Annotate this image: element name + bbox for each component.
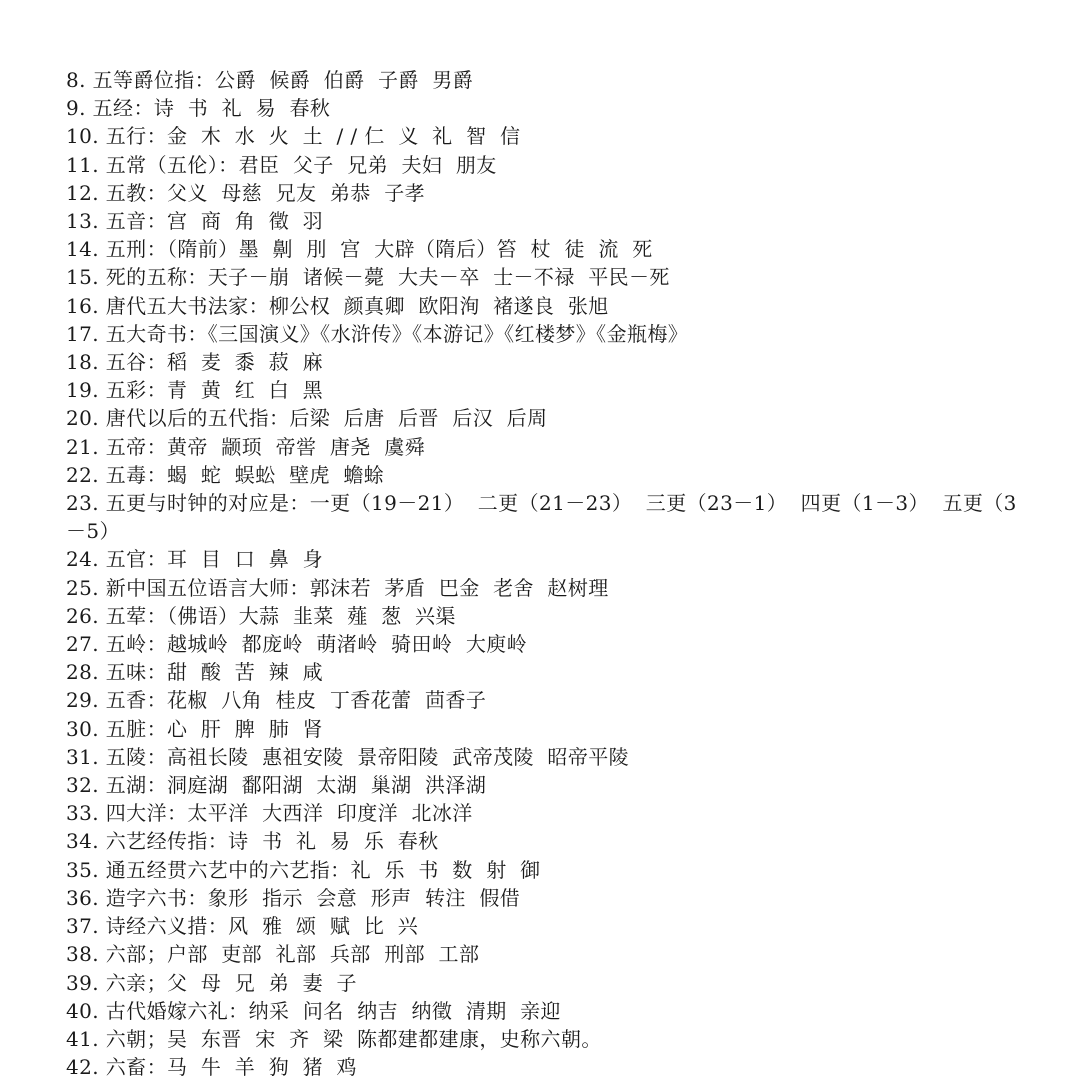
- list-item: 17. 五大奇书：《三国演义》《水浒传》《本游记》《红楼梦》《金瓶梅》: [66, 321, 689, 346]
- list-item: 27. 五岭：越城岭 都庞岭 萌渚岭 骑田岭 大庾岭: [66, 632, 528, 657]
- list-item: 15. 死的五称：天子－崩 诸候－薨 大夫－卒 士－不禄 平民－死: [66, 265, 670, 290]
- list-item: 13. 五音：宫 商 角 徵 羽: [66, 209, 324, 234]
- list-item: 23. 五更与时钟的对应是：一更（19－21） 二更（21－23） 三更（23－1） 四更（1－3） 五更（3－5）: [66, 491, 1017, 544]
- list-item: 26. 五荤：（佛语）大蒜 韭菜 薤 葱 兴渠: [66, 603, 456, 628]
- list-item: 33. 四大洋：太平洋 大西洋 印度洋 北冰洋: [66, 801, 473, 826]
- list-item: 35. 通五经贯六艺中的六艺指：礼 乐 书 数 射 御: [66, 857, 541, 882]
- list-item: 14. 五刑：（隋前）墨 劓 刖 宫 大辟（隋后）笞 杖 徒 流 死: [66, 237, 653, 262]
- numbered-list: [66, 66, 1026, 1079]
- list-item: 32. 五湖：洞庭湖 鄱阳湖 太湖 巢湖 洪泽湖: [66, 773, 487, 798]
- list-item: 21. 五帝：黄帝 颛顼 帝喾 唐尧 虞舜: [66, 434, 426, 459]
- list-item: 28. 五味：甜 酸 苦 辣 咸: [66, 660, 324, 685]
- list-item: 42. 六畜：马 牛 羊 狗 猪 鸡: [66, 1055, 357, 1079]
- list-item: 30. 五脏：心 肝 脾 肺 肾: [66, 716, 324, 741]
- list-item: 16. 唐代五大书法家：柳公权 颜真卿 欧阳洵 褚遂良 张旭: [66, 293, 609, 318]
- list-item: 18. 五谷：稻 麦 黍 菽 麻: [66, 350, 324, 375]
- list-item: 38. 六部；户部 吏部 礼部 兵部 刑部 工部: [66, 942, 480, 967]
- list-item: 20. 唐代以后的五代指：后梁 后唐 后晋 后汉 后周: [66, 406, 548, 431]
- list-item: 24. 五官：耳 目 口 鼻 身: [66, 547, 324, 572]
- list-item: 12. 五教：父义 母慈 兄友 弟恭 子孝: [66, 180, 426, 205]
- list-item: 8. 五等爵位指：公爵 候爵 伯爵 子爵 男爵: [66, 68, 474, 92]
- list-item: 41. 六朝；吴 东晋 宋 齐 梁 陈都建都建康，史称六朝。: [66, 1026, 602, 1051]
- list-item: 22. 五毒：蝎 蛇 蜈蚣 壁虎 蟾蜍: [66, 462, 385, 487]
- list-item: 36. 造字六书：象形 指示 会意 形声 转注 假借: [66, 885, 521, 910]
- list-item: 40. 古代婚嫁六礼：纳采 问名 纳吉 纳徵 清期 亲迎: [66, 998, 561, 1023]
- list-item: 34. 六艺经传指：诗 书 礼 易 乐 春秋: [66, 829, 439, 854]
- list-item: 9. 五经：诗 书 礼 易 春秋: [66, 96, 331, 121]
- list-item: 37. 诗经六义措：风 雅 颂 赋 比 兴: [66, 914, 419, 939]
- list-item: 10. 五行：金 木 水 火 土 / / 仁 义 礼 智 信: [66, 124, 521, 149]
- list-item: 29. 五香：花椒 八角 桂皮 丁香花蕾 茴香子: [66, 688, 487, 713]
- list-item: 25. 新中国五位语言大师：郭沫若 茅盾 巴金 老舍 赵树理: [66, 575, 609, 600]
- list-item: 39. 六亲；父 母 兄 弟 妻 子: [66, 970, 357, 995]
- list-item: 31. 五陵：高祖长陵 惠祖安陵 景帝阳陵 武帝茂陵 昭帝平陵: [66, 744, 630, 769]
- list-item: 19. 五彩：青 黄 红 白 黑: [66, 378, 324, 403]
- list-item: 11. 五常（五伦）：君臣 父子 兄弟 夫妇 朋友: [66, 152, 497, 177]
